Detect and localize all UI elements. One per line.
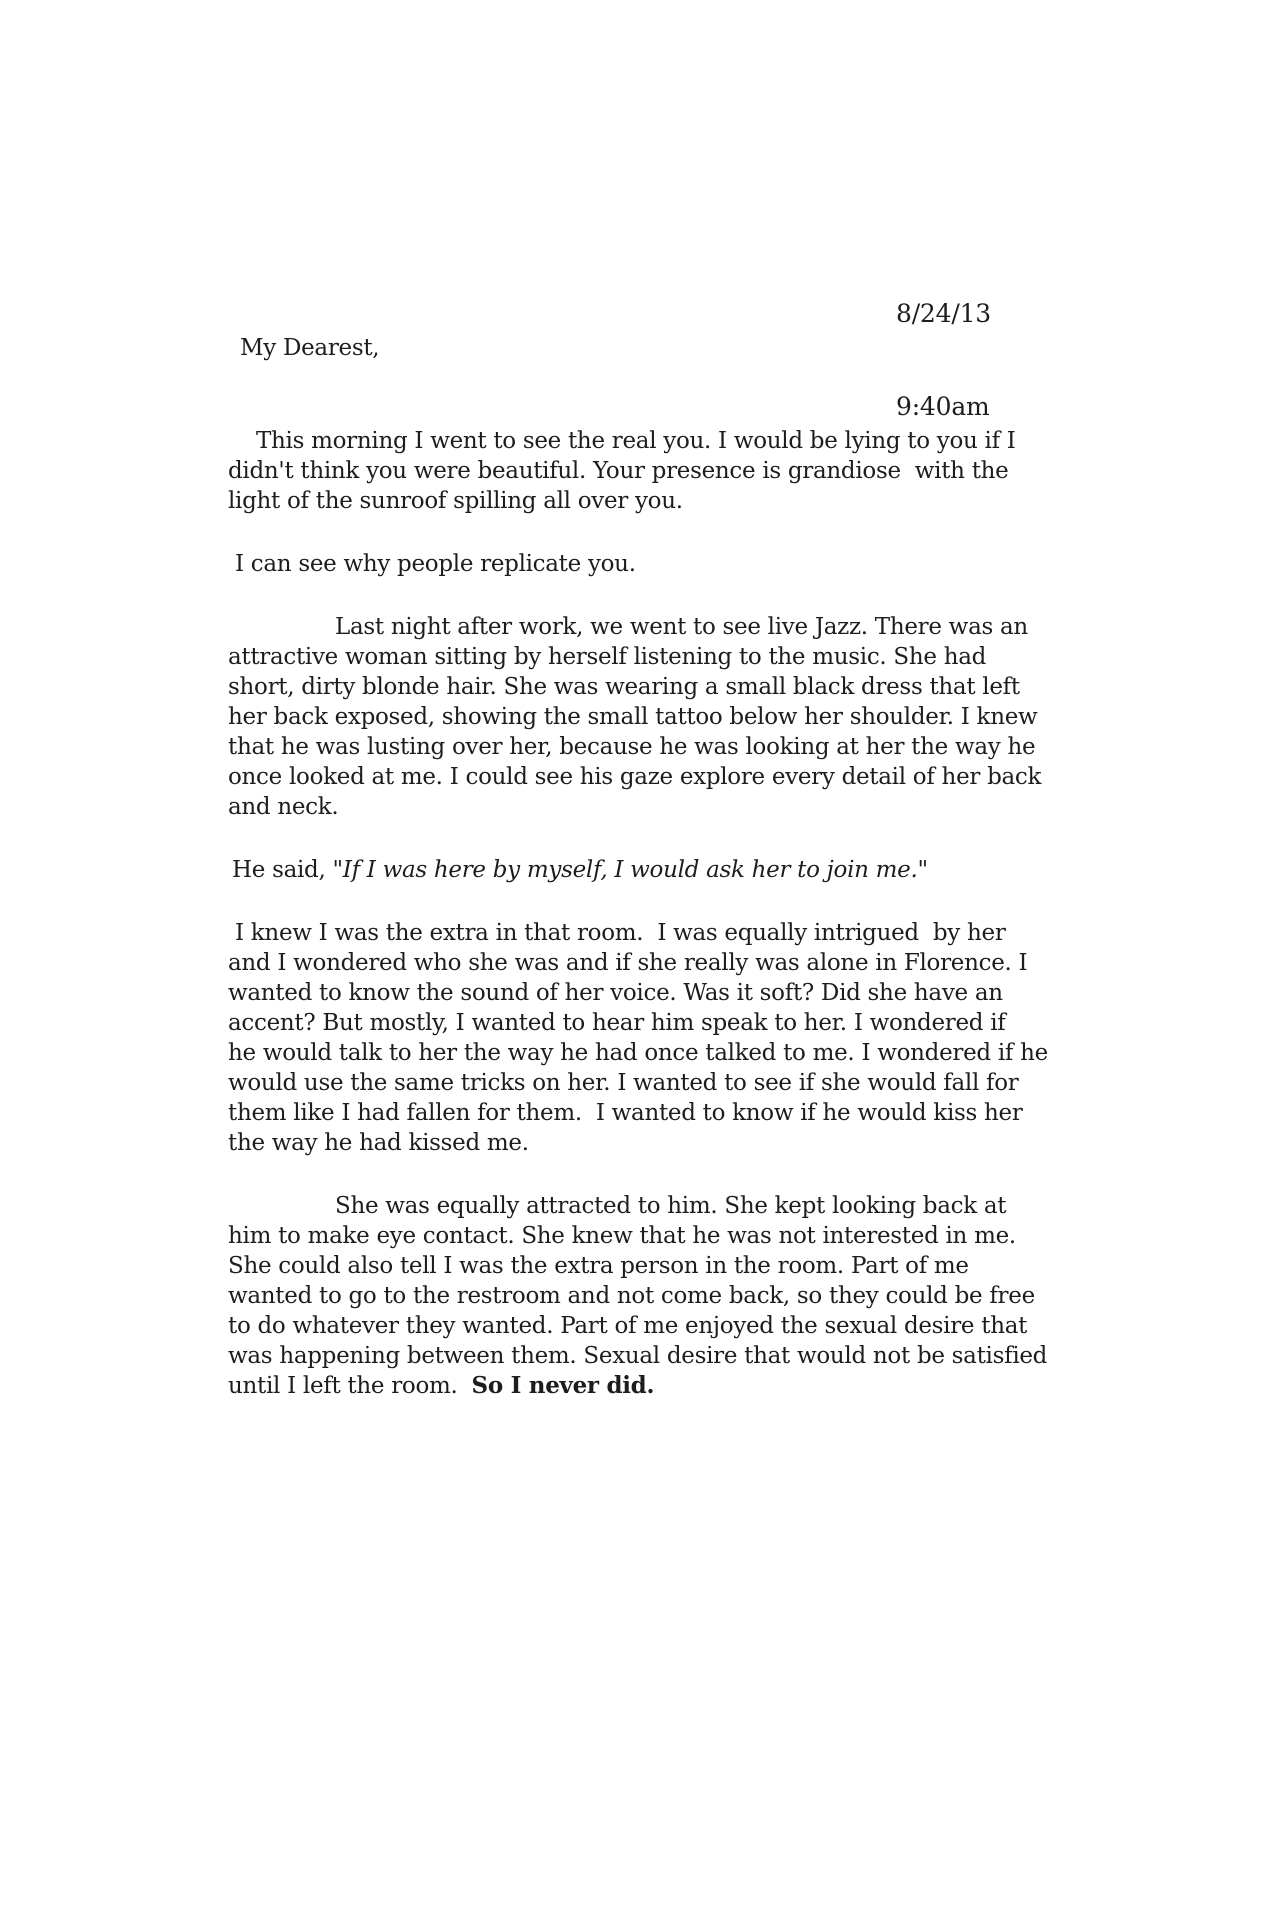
- closing-prefix: until I left the room.: [228, 1373, 472, 1399]
- closing-line: [228, 1371, 1188, 1401]
- paragraph-replicate: I can see why people replicate you.: [235, 551, 636, 577]
- paragraph-jazz-night: Last night after work, we went to see live Jazz. There was an attractive woman sitting by herself listening to the music. She had short, dirty blonde hair. She was wearing a small black dress that left her back exposed, showing the small tattoo below her shoulder. I knew that he was lusting over her, because he was looking at her the way he once looked at me. I could see his gaze explore every detail of her back and neck.: [228, 614, 1042, 820]
- date-text: 8/24/13: [896, 299, 991, 328]
- quote-italic-text: "If I was here by myself, I would ask her to join me.": [332, 857, 928, 883]
- paragraph-quote: [228, 855, 1188, 885]
- paragraph-extra-in-room: I knew I was the extra in that room. I was equally intrigued by her and I wondered who she was and if she really was alone in Florence. I wanted to know the sound of her voice. Was it soft? Did she have an accent? But mostly, I wanted to hear him speak to her. I wondered if he would talk to her the way he had once talked to me. I wondered if he would use the same tricks on her. I wanted to see if she would fall for them like I had fallen for them. I wanted to know if he would kiss her the way he had kissed me.: [228, 920, 1048, 1156]
- quote-prefix: He said,: [232, 857, 333, 883]
- paragraph-morning: This morning I went to see the real you. I would be lying to you if I didn't think you were beautiful. Your presence is grandiose with the light of the sunroof spilling all over you.: [228, 428, 1016, 514]
- closing-emphasis-bold: So I never did.: [471, 1372, 655, 1399]
- salutation: My Dearest,: [240, 335, 380, 361]
- letter-body: [228, 333, 1188, 1401]
- paragraph-attraction: She was equally attracted to him. She kept looking back at him to make eye contact. She knew that he was not interested in me. She could also tell I was the extra person in the room. Part of me wanted to go to the restroom and not come back, so they could be free to do whatever they wanted. Part of me enjoyed the sexual desire that was happening between them. Sexual desire that would not be satisfied: [228, 1193, 1048, 1369]
- time-text: 9:40am: [896, 392, 990, 421]
